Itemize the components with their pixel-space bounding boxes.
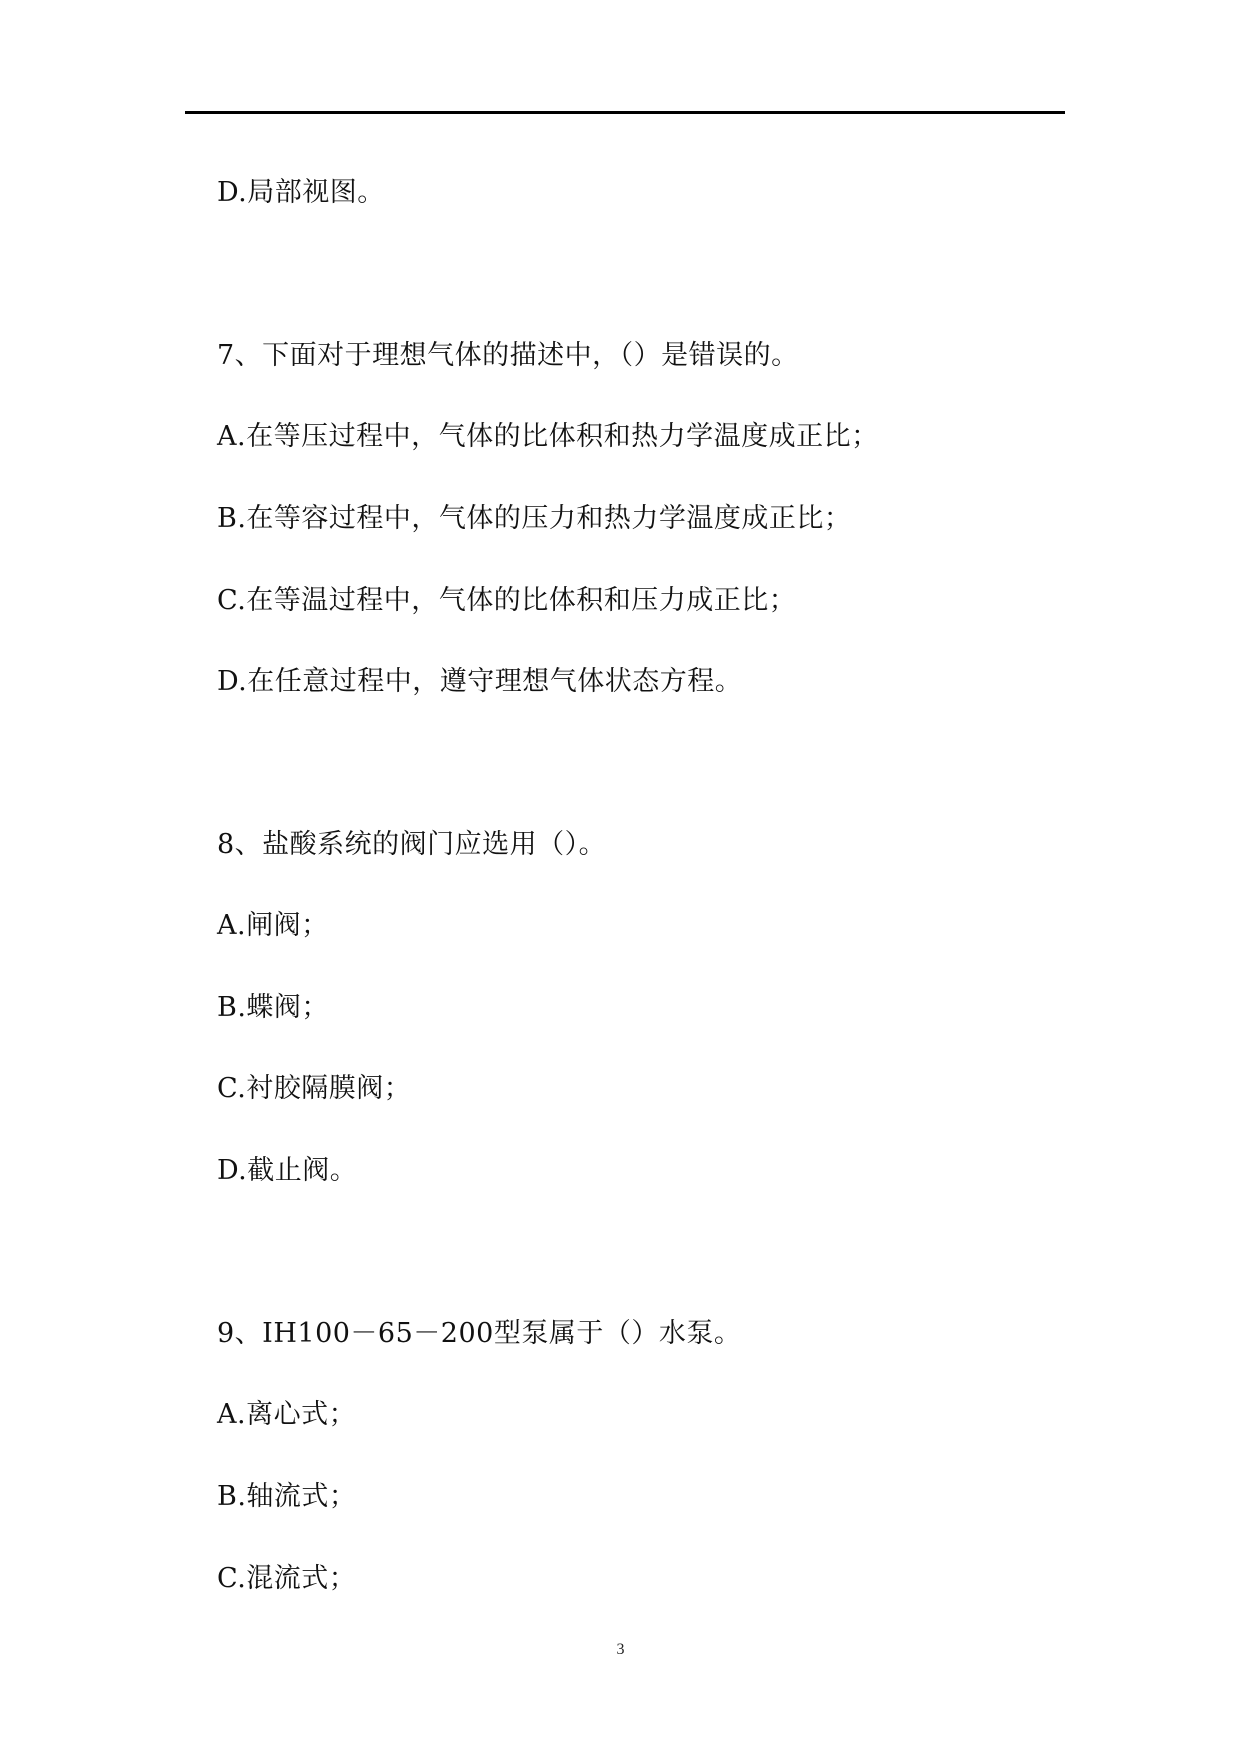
question-7-option-c: C.在等温过程中，气体的比体积和压力成正比； [217, 585, 797, 616]
question-8-stem: 8、盐酸系统的阀门应选用（）。 [217, 829, 607, 860]
question-8-option-a: A.闸阀； [217, 910, 329, 941]
question-8-option-d: D.截止阀。 [217, 1155, 358, 1186]
question-8-option-c: C.衬胶隔膜阀； [217, 1073, 412, 1104]
question-7-option-d: D.在任意过程中，遵守理想气体状态方程。 [217, 666, 743, 697]
question-7-option-b: B.在等容过程中，气体的压力和热力学温度成正比； [217, 503, 852, 534]
header-rule [185, 111, 1065, 114]
question-9-option-c: C.混流式； [217, 1563, 357, 1594]
question-8-option-b: B.蝶阀； [217, 992, 329, 1023]
question-9-option-a: A.离心式； [217, 1399, 357, 1430]
question-7-stem: 7、下面对于理想气体的描述中，（）是错误的。 [217, 340, 799, 371]
page-number: 3 [616, 1641, 625, 1658]
question-9-option-b: B.轴流式； [217, 1481, 357, 1512]
option-d-q6: D.局部视图。 [217, 177, 385, 208]
question-9-stem: 9、IH100－65－200型泵属于（）水泵。 [217, 1318, 742, 1349]
question-7-option-a: A.在等压过程中，气体的比体积和热力学温度成正比； [217, 421, 879, 452]
